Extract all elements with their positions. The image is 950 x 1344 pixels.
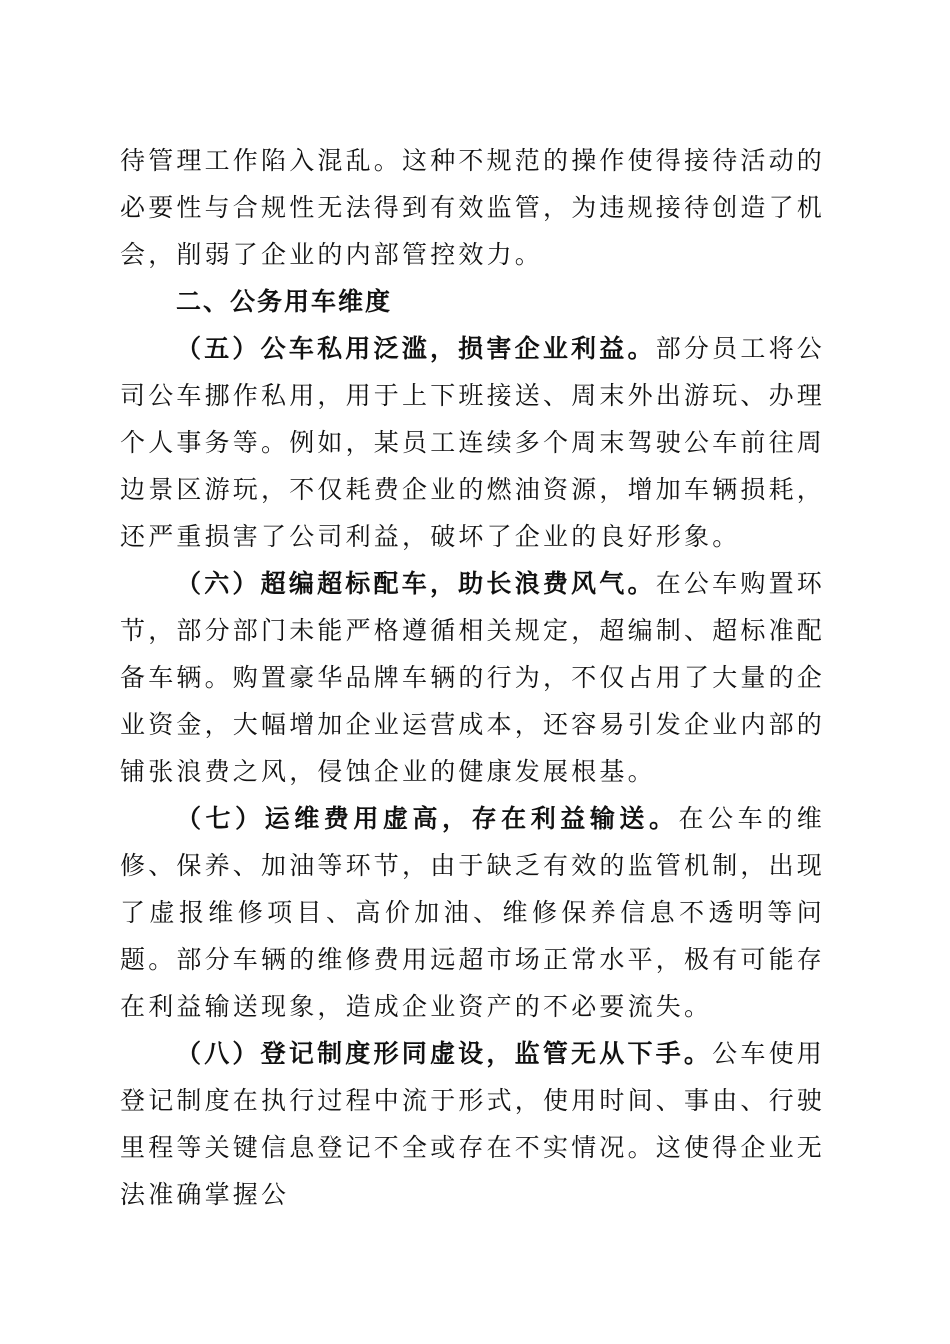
item-body-8: 公车使用登记制度在执行过程中流于形式，使用时间、事由、行驶里程等关键信息登记不全或存在不实情况。这使得企业无法准确掌握公 (120, 1039, 826, 1209)
item-body-6: 在公车购置环节，部分部门未能严格遵循相关规定，超编制、超标准配备车辆。购置豪华品牌车辆的行为，不仅占用了大量的企业资金，大幅增加企业运营成本，还容易引发企业内部的铺张浪费之风，侵蚀企业的健康发展根基。 (120, 569, 826, 786)
document-body (120, 137, 825, 1218)
section-heading: 二、公务用车维度 (176, 287, 393, 316)
item-paragraph-5 (120, 325, 825, 560)
item-body-5: 部分员工将公司公车挪作私用，用于上下班接送、周末外出游玩、办理个人事务等。例如，某员工连续多个周末驾驶公车前往周边景区游玩，不仅耗费企业的燃油资源，增加车辆损耗，还严重损害了公司利益，破坏了企业的良好形象。 (120, 334, 826, 551)
item-lead-7: （七）运维费用虚高，存在利益输送。 (176, 804, 679, 833)
continuation-paragraph (120, 137, 825, 278)
item-lead-8: （八）登记制度形同虚设，监管无从下手。 (176, 1039, 713, 1068)
item-paragraph-6 (120, 560, 825, 795)
item-lead-5: （五）公车私用泛滥，损害企业利益。 (176, 334, 656, 363)
item-lead-6: （六）超编超标配车，助长浪费风气。 (176, 569, 656, 598)
item-body-7: 在公车的维修、保养、加油等环节，由于缺乏有效的监管机制，出现了虚报维修项目、高价加油、维修保养信息不透明等问题。部分车辆的维修费用远超市场正常水平，极有可能存在利益输送现象，造成企业资产的不必要流失。 (120, 804, 826, 1021)
continuation-text: 待管理工作陷入混乱。这种不规范的操作使得接待活动的必要性与合规性无法得到有效监管，为违规接待创造了机会，削弱了企业的内部管控效力。 (120, 146, 826, 269)
item-paragraph-7 (120, 795, 825, 1030)
item-paragraph-8 (120, 1030, 825, 1218)
